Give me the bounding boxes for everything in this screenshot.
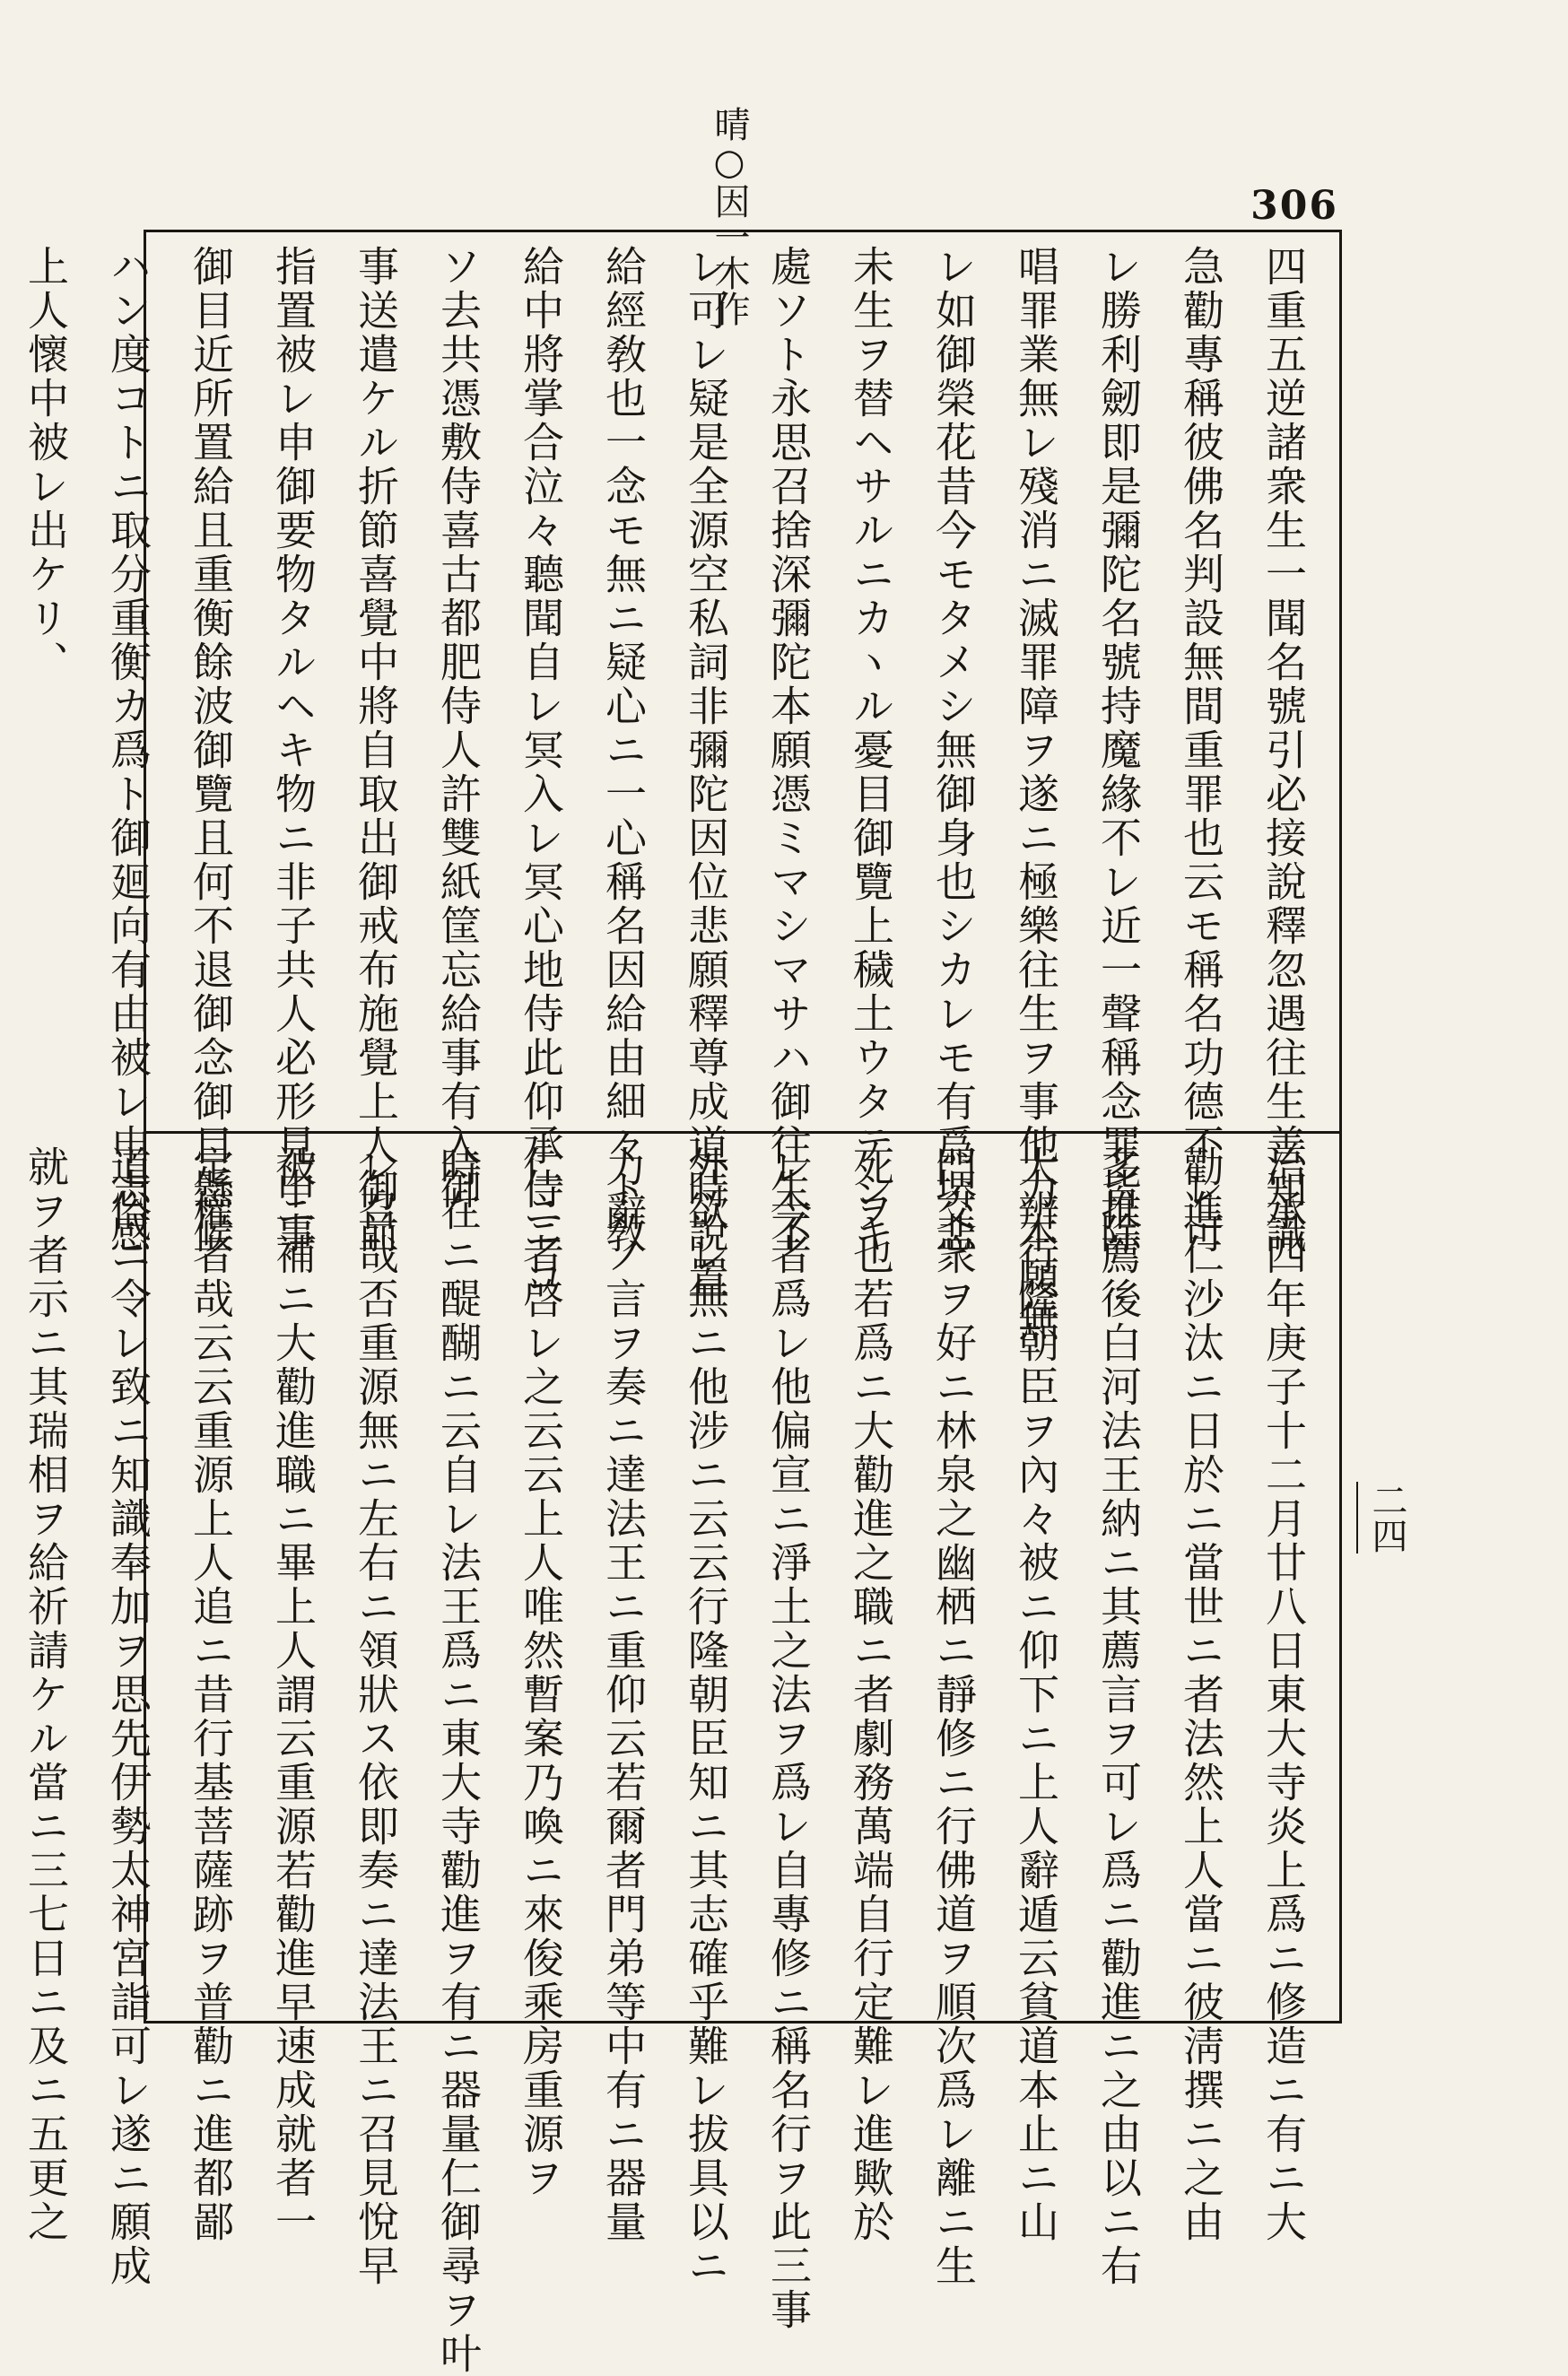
text-line: 大辨行隆朝臣ヲ內々被ニ仰下ニ上人辭遁云貧道本止ニ山: [1012, 1145, 1060, 2244]
text-line: 多推薦後白河法王納ニ其薦言ヲ可レ爲ニ勸進ニ之由以ニ右: [1094, 1145, 1143, 2288]
text-line: レ今者爲レ他偏宣ニ淨土之法ヲ爲レ自專修ニ稱名行ヲ此三事: [764, 1145, 813, 2332]
text-line: 被ニ補ニ大勸進職ニ畢上人謂云重源若勸進早速成就者一: [269, 1145, 318, 2244]
section-divider: [146, 1131, 1339, 1134]
text-line: 未生ヲ替ヘサルニカヽル憂目御覽上穢土ウタテシキ: [847, 245, 895, 1256]
text-line: 死ヲ也若爲ニ大勸進之職ニ者劇務萬端自行定難レ進歟於: [847, 1145, 895, 2244]
text-line: 處ソト永思召捨深彌陀本願憑ミマシマサハ御往生不: [764, 245, 813, 1256]
text-line: レ召哉否重源無ニ左右ニ領狀ス依即奏ニ達法王ニ召見悅早: [352, 1145, 400, 2288]
text-line: 事送遣ケル折節喜覺中將自取出御戒布施覺上人御前: [352, 245, 400, 1256]
text-line: [0, 1145, 4, 2014]
upper-text-block: [22, 245, 1325, 1344]
text-line: 時在ニ醍醐ニ云自レ法王爲ニ東大寺勸進ヲ有ニ器量仁御尋ヲ叶: [434, 1145, 483, 2376]
text-line: 御目近所置給且重衡餘波御覽且何不退御念御目懸候: [187, 245, 235, 1256]
text-line: 門交衆ヲ好ニ林泉之幽栖ニ靜修ニ行佛道ヲ順次爲レ離ニ生: [929, 1145, 978, 2288]
text-line: 上人懷中被レ出ケリ、: [22, 245, 70, 684]
text-line: 外欲レ無ニ他涉ニ云云行隆朝臣知ニ其志確乎難レ拔具以ニ: [682, 1145, 730, 2288]
text-line: 唱罪業無レ殘消ニ滅罪障ヲ遂ニ極樂往生ヲ事他力本願無: [1012, 245, 1060, 1344]
page-number: 306: [1250, 183, 1338, 229]
text-line: 給經敎也一念モ無ニ疑心ニ一心稱名因給由細々ト敎: [599, 245, 648, 1256]
text-line: 急勸專稱彼佛名判設無間重罪也云モ稱名功德不レ可: [1177, 245, 1225, 1256]
text-line: 指置被レ申御要物タルヘキ物ニ非子共人必形見申事: [269, 245, 318, 1256]
text-line: レ如御榮花昔今モタメシ無御身也シカレモ有爲堺悲: [929, 245, 978, 1256]
lower-text-block: [22, 1145, 1325, 2376]
text-line: 給中將掌合泣々聽聞自レ冥入レ冥心地侍此仰承侍ニコ: [517, 245, 565, 1300]
text-line: 仁ニ者啓レ之云云上人唯然暫案乃喚ニ來俊乘房重源ヲ: [517, 1145, 565, 2200]
text-line: 勸進仁沙汰ニ日於ニ當世ニ者法然上人當ニ彼淸撰ニ之由: [1177, 1145, 1225, 2244]
text-line: 治承四年庚子十二月廿八日東大寺炎上爲ニ修造ニ有ニ大: [1259, 1145, 1308, 2244]
text-line: レ可レ疑是全源空私詞非彌陀因位悲願釋尊成道時說置: [682, 245, 730, 1300]
margin-section-label: 二四: [1356, 1482, 1413, 1554]
text-line: 定權者哉云云重源上人追ニ昔行基菩薩跡ヲ普勸ニ進都鄙: [187, 1145, 235, 2244]
text-frame: [22, 230, 1342, 2376]
text-line: ハン度コトニ取分重衡カ爲ト御廻向有由被レ申志感: [104, 245, 152, 1256]
text-line: 力辭ノ言ヲ奏ニ達法王ニ重仰云若爾者門弟等中有ニ器量: [599, 1145, 648, 2244]
text-line: 四重五逆諸衆生一聞名號引必接說釋忽遇往生善知識: [1259, 245, 1308, 1256]
text-line: 道俗ニ令レ致ニ知識奉加ヲ思先伊勢太神宮詣可レ遂ニ願成: [104, 1145, 152, 2288]
text-line: 就ヲ者示ニ其瑞相ヲ給祈請ケル當ニ三七日ニ及ニ五更之: [22, 1145, 70, 2244]
text-line: レ勝利劒即是彌陀名號持魔緣不レ近一聲稱念罪皆除: [1094, 245, 1143, 1256]
text-line: ソ去共憑敷侍喜古都肥侍人許雙紙筐忘給事有入御: [434, 245, 483, 1212]
running-head: 晴○因一木作: [709, 106, 750, 326]
